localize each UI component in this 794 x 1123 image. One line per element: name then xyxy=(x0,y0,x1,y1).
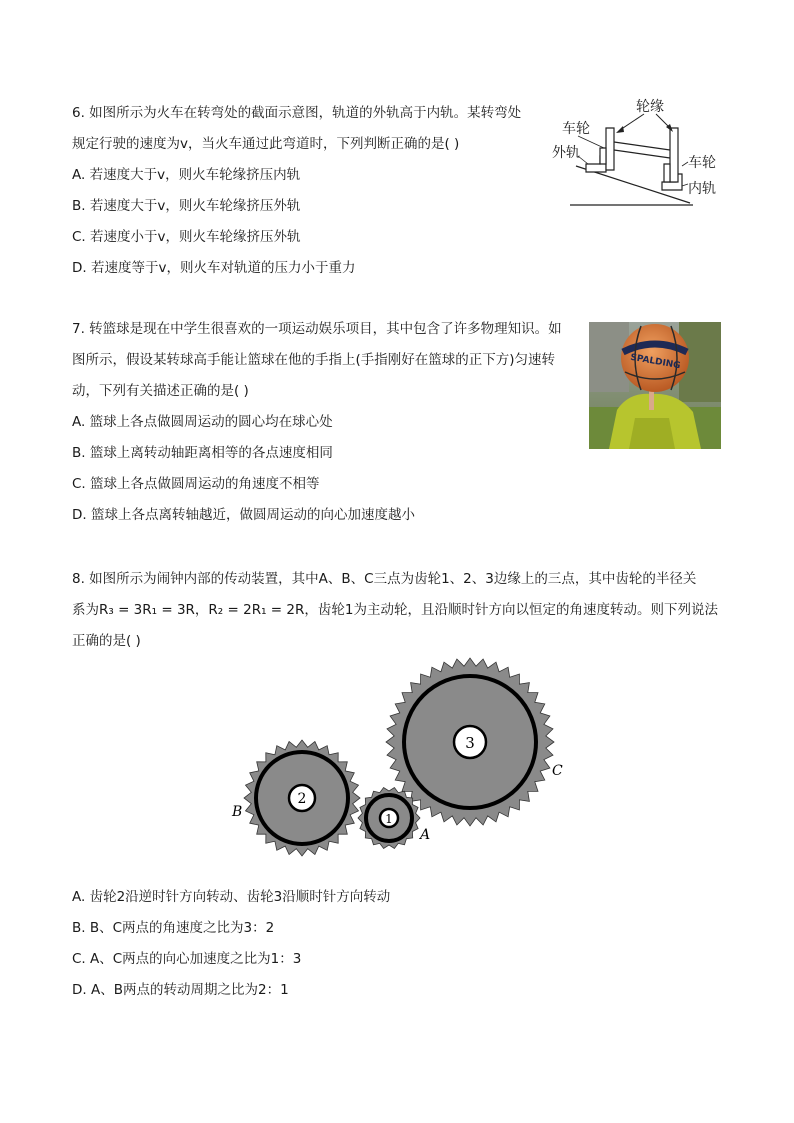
gear-3-number: 3 xyxy=(465,734,475,752)
question-6 xyxy=(72,98,521,284)
question-7 xyxy=(72,314,562,531)
q6-option-a: A. 若速度大于v，则火车轮缘挤压内轨 xyxy=(72,167,301,183)
q7-option-b: B. 篮球上离转动轴距离相等的各点速度相同 xyxy=(72,445,333,461)
q7-stem-line-2: 图所示，假设某转球高手能让篮球在他的手指上(手指刚好在篮球的正下方)匀速转 xyxy=(72,352,556,368)
q6-option-d: D. 若速度等于v，则火车对轨道的压力小于重力 xyxy=(72,260,356,276)
q7-basketball-photo xyxy=(589,322,721,449)
q8-option-a: A. 齿轮2沿逆时针方向转动、齿轮3沿顺时针方向转动 xyxy=(72,889,391,905)
gears-diagram xyxy=(222,655,582,865)
q8-stem-line-1: 8. 如图所示为闹钟内部的传动装置，其中A、B、C三点为齿轮1、2、3边缘上的三点，其中齿轮的半径关 xyxy=(72,571,697,587)
point-b-label: B xyxy=(232,804,243,820)
gear-1-number: 1 xyxy=(385,812,393,826)
q7-option-d: D. 篮球上各点离转轴越近，做圆周运动的向心加速度越小 xyxy=(72,507,415,523)
q6-stem-line-2: 规定行驶的速度为v，当火车通过此弯道时，下列判断正确的是( ) xyxy=(72,136,460,152)
label-inner-rail: 内轨 xyxy=(688,181,716,197)
basketball-image xyxy=(589,322,721,449)
label-wheel-right: 车轮 xyxy=(688,155,716,171)
q6-track-figure xyxy=(548,98,728,213)
q7-option-c: C. 篮球上各点做圆周运动的角速度不相等 xyxy=(72,476,320,492)
question-8-options xyxy=(72,882,390,1006)
q8-option-b: B. B、C两点的角速度之比为3：2 xyxy=(72,920,275,936)
point-a-label: A xyxy=(420,827,431,843)
q8-option-c: C. A、C两点的向心加速度之比为1：3 xyxy=(72,951,302,967)
q6-option-b: B. 若速度大于v，则火车轮缘挤压外轨 xyxy=(72,198,301,214)
q8-option-d: D. A、B两点的转动周期之比为2：1 xyxy=(72,982,289,998)
point-c-label: C xyxy=(552,763,563,779)
label-rim: 轮缘 xyxy=(636,99,664,115)
q6-stem-line-1: 6. 如图所示为火车在转弯处的截面示意图，轨道的外轨高于内轨。某转弯处 xyxy=(72,105,522,121)
label-outer-rail: 外轨 xyxy=(552,145,580,161)
ball-brand-text: SPALDING xyxy=(629,352,682,372)
gear-2-number: 2 xyxy=(297,791,307,807)
q8-gear-figure xyxy=(222,655,582,865)
label-wheel-left: 车轮 xyxy=(562,121,590,137)
q7-stem-line-1: 7. 转篮球是现在中学生很喜欢的一项运动娱乐项目，其中包含了许多物理知识。如 xyxy=(72,321,562,337)
q8-stem-line-3: 正确的是( ) xyxy=(72,633,141,649)
q6-option-c: C. 若速度小于v，则火车轮缘挤压外轨 xyxy=(72,229,301,245)
q7-stem-line-3: 动，下列有关描述正确的是( ) xyxy=(72,383,249,399)
q7-option-a: A. 篮球上各点做圆周运动的圆心均在球心处 xyxy=(72,414,333,430)
q8-stem-line-2: 系为R₃ = 3R₁ = 3R，R₂ = 2R₁ = 2R，齿轮1为主动轮，且沿顺时针方向以恒定的角速度转动。则下列说法 xyxy=(72,602,718,618)
question-8 xyxy=(72,564,718,657)
